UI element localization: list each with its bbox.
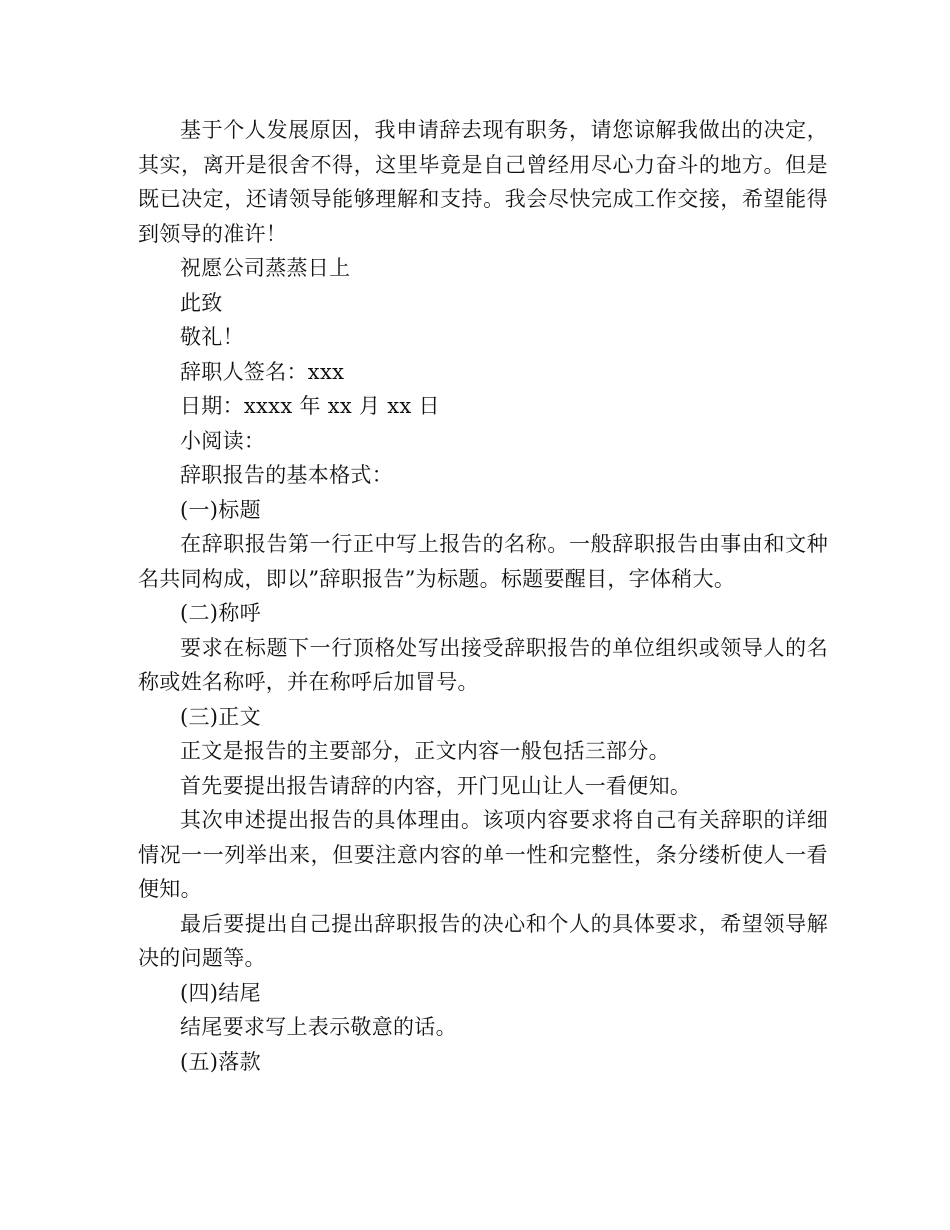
paragraph-body-last: 最后要提出自己提出辞职报告的决心和个人的具体要求，希望领导解决的问题等。 xyxy=(138,911,828,970)
paragraph-resignation-reason: 基于个人发展原因，我申请辞去现有职务，请您谅解我做出的决定，其实，离开是很舍不得，这里毕竟是自己曾经用尽心力奋斗的地方。但是既已决定，还请领导能够理解和支持。我会尽快完成工作交接，希望能得到领导的准许！ xyxy=(138,118,828,246)
paragraph-format-heading: 辞职报告的基本格式： xyxy=(180,463,393,487)
paragraph-reading-heading: 小阅读： xyxy=(180,428,266,453)
paragraph-ending-desc: 结尾要求写上表示敬意的话。 xyxy=(180,1015,457,1039)
paragraph-body-desc: 正文是报告的主要部分，正文内容一般包括三部分。 xyxy=(180,739,670,763)
paragraph-signature: 辞职人签名：xxx xyxy=(180,359,345,384)
paragraph-salutation-closing: 此致 xyxy=(180,290,223,315)
section-heading-salutation: (二)称呼 xyxy=(180,601,261,625)
paragraph-body-first: 首先要提出报告请辞的内容，开门见山让人一看便知。 xyxy=(180,773,692,798)
paragraph-wishes: 祝愿公司蒸蒸日上 xyxy=(180,256,351,280)
paragraph-title-desc: 在辞职报告第一行正中写上报告的名称。一般辞职报告由事由和文种名共同构成，即以”辞职报告”为标题。标题要醒目，字体稍大。 xyxy=(138,532,828,591)
paragraph-salutation-desc: 要求在标题下一行顶格处写出接受辞职报告的单位组织或领导人的名称或姓名称呼，并在称呼后加冒号。 xyxy=(138,635,828,694)
section-heading-body: (三)正文 xyxy=(180,704,261,729)
paragraph-regards: 敬礼！ xyxy=(180,325,244,349)
paragraph-body-second: 其次申述提出报告的具体理由。该项内容要求将自己有关辞职的详细情况一一列举出来，但要注意内容的单一性和完整性，条分缕析使人一看便知。 xyxy=(138,808,828,901)
section-heading-ending: (四)结尾 xyxy=(180,980,261,1005)
document-body xyxy=(138,113,828,1079)
section-heading-signoff: (五)落款 xyxy=(180,1049,261,1074)
section-heading-title: (一)标题 xyxy=(180,497,261,522)
paragraph-date: 日期：xxxx 年 xx 月 xx 日 xyxy=(180,394,440,418)
